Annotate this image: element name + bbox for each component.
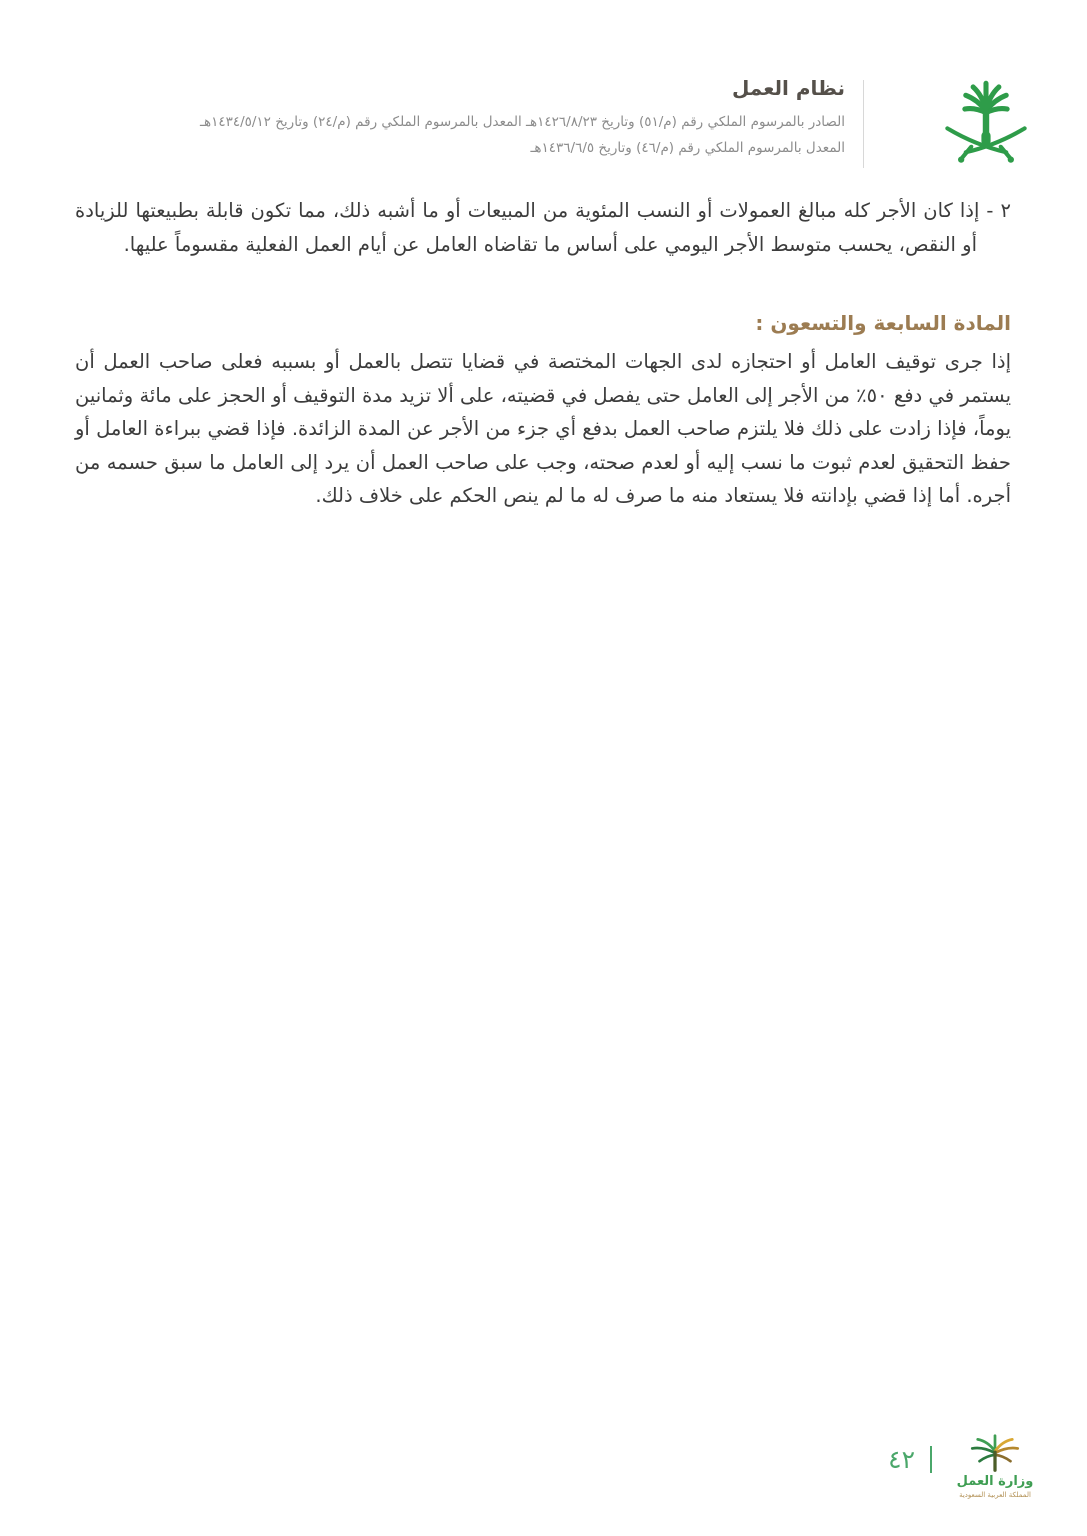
decree-line-2: المعدل بالمرسوم الملكي رقم (م/٤٦) وتاريخ ١٤٣٦/٦/٥هـ (530, 140, 845, 156)
article-97-heading: المادة السابعة والتسعون : (755, 311, 1011, 335)
ministry-palm-icon (967, 1433, 1023, 1473)
header-divider (863, 80, 864, 168)
ministry-of-labor-logo (947, 1433, 1043, 1500)
saudi-emblem-icon (940, 74, 1032, 168)
page-title: نظام العمل (731, 76, 845, 100)
page-footer (888, 1433, 1043, 1500)
article-97-paragraph: إذا جرى توقيف العامل أو احتجازه لدى الجهات المختصة في قضايا تتصل بالعمل أو بسببه فعلى صاحب العمل أن يستمر في دفع ٥٠٪ من الأجر إلى العامل حتى يفصل في قضيته، على ألا تزيد مدة التوقيف أو الحجز على مائة وثمانين يوماً، فإذا زادت على ذلك فلا يلتزم صاحب العمل بدفع أي جزء من الأجر عن المدة الزائدة. فإذا قضي ببراءة العامل أو حفظ التحقيق لعدم ثبوت ما نسب إليه أو لعدم صحته، وجب على صاحب العمل أن يرد إلى العامل ما سبق حسمه من أجره. أما إذا قضي بإدانته فلا يستعاد منه ما صرف له ما لم ينص الحكم على خلاف ذلك. (75, 350, 1011, 507)
footer-divider (930, 1446, 932, 1473)
decree-line-1: الصادر بالمرسوم الملكي رقم (م/٥١) وتاريخ ١٤٢٦/٨/٢٣هـ المعدل بالمرسوم الملكي رقم (م/٢٤) وتاريخ ١٤٣٤/٥/١٢هـ (199, 114, 845, 130)
ministry-subtitle: المملكة العربية السعودية (959, 1491, 1031, 1499)
page-number: ٤٢ (888, 1445, 915, 1474)
ministry-name: وزارة العمل (956, 1474, 1034, 1489)
document-body (75, 194, 1011, 513)
document-header (100, 76, 845, 161)
clause-2-paragraph: ٢ - إذا كان الأجر كله مبالغ العمولات أو النسب المئوية من المبيعات أو ما أشبه ذلك، مما تكون قابلة بطبيعتها للزيادة أو النقص، يحسب متوسط الأجر اليومي على أساس ما تقاضاه العامل عن أيام العمل الفعلية مقسوماً عليها. (75, 199, 1011, 256)
